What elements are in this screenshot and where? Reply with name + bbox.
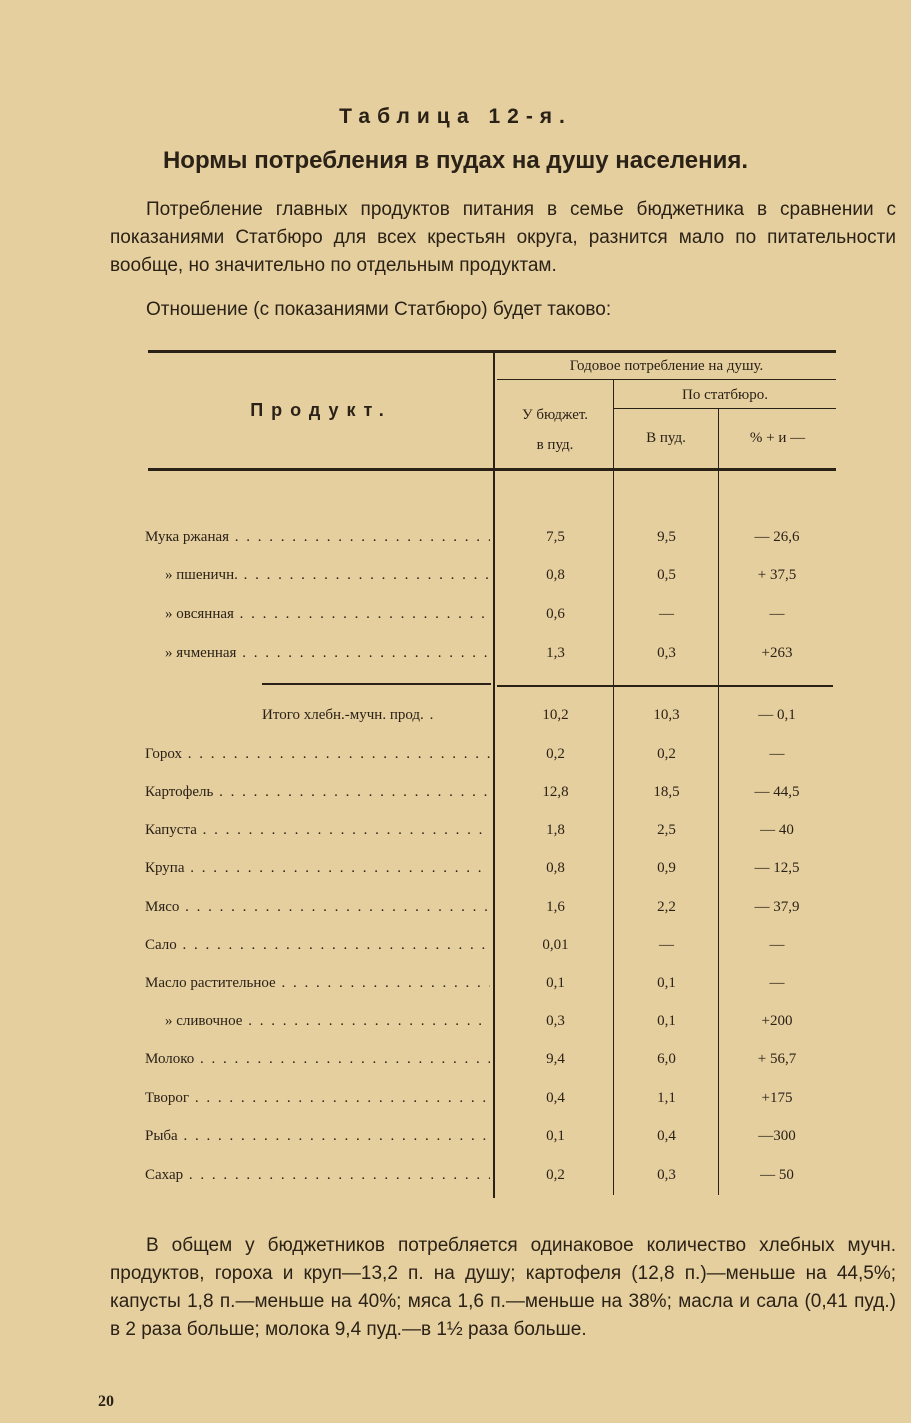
row-product: » овсянная . . . bbox=[165, 606, 490, 623]
budget-header-line-2: в пуд. bbox=[536, 437, 574, 453]
row-product: Горох . . . bbox=[145, 746, 490, 763]
table-number: Таблица 12-я. bbox=[339, 105, 572, 128]
row-statburo-value: 0,9 bbox=[657, 860, 676, 876]
row-budget-value: 0,8 bbox=[546, 860, 565, 876]
table-row bbox=[0, 529, 911, 553]
row-percent-value: — 0,1 bbox=[758, 707, 796, 723]
row-budget-value: 1,6 bbox=[546, 899, 565, 915]
budget-header-line-1: У бюджет. bbox=[521, 407, 589, 423]
row-budget-value: 0,1 bbox=[546, 1128, 565, 1144]
statburo-pud-header: В пуд. bbox=[646, 430, 686, 446]
row-percent-value: — 40 bbox=[760, 822, 794, 838]
table-row bbox=[0, 1167, 911, 1191]
row-product: Капуста . . . bbox=[145, 822, 490, 839]
row-budget-value: 0,6 bbox=[546, 606, 565, 622]
row-percent-value: — bbox=[769, 746, 785, 762]
table-row bbox=[0, 1090, 911, 1114]
row-budget-value: 0,2 bbox=[546, 1167, 565, 1183]
subtotal-rule-right bbox=[497, 685, 833, 687]
row-statburo-value: 9,5 bbox=[657, 529, 676, 545]
row-budget-value: 0,8 bbox=[546, 567, 565, 583]
row-percent-value: — 12,5 bbox=[754, 860, 800, 876]
row-budget-value: 12,8 bbox=[542, 784, 569, 800]
row-budget-value: 0,4 bbox=[546, 1090, 565, 1106]
statburo-header: По статбюро. bbox=[682, 387, 768, 403]
row-percent-value: — 44,5 bbox=[754, 784, 800, 800]
row-budget-value: 0,1 bbox=[546, 975, 565, 991]
row-budget-value: 1,3 bbox=[546, 645, 565, 661]
row-statburo-value: 6,0 bbox=[657, 1051, 676, 1067]
row-percent-value: +175 bbox=[761, 1090, 793, 1106]
row-product: Мясо . . . bbox=[145, 899, 490, 916]
row-product: Творог . . . bbox=[145, 1090, 490, 1107]
table-row bbox=[0, 707, 911, 731]
row-statburo-value: 2,2 bbox=[657, 899, 676, 915]
subtotal-rule-left bbox=[262, 683, 491, 685]
row-percent-value: +263 bbox=[761, 645, 793, 661]
row-percent-value: — 26,6 bbox=[754, 529, 800, 545]
row-budget-value: 0,01 bbox=[542, 937, 569, 953]
table-row bbox=[0, 567, 911, 591]
row-percent-value: — 50 bbox=[760, 1167, 794, 1183]
row-budget-value: 10,2 bbox=[542, 707, 569, 723]
row-statburo-value: 2,5 bbox=[657, 822, 676, 838]
row-statburo-value: 0,1 bbox=[657, 975, 676, 991]
row-product: Итого хлебн.-мучн. прод. . bbox=[262, 707, 490, 724]
row-statburo-value: 1,1 bbox=[657, 1090, 676, 1106]
table-row bbox=[0, 1051, 911, 1075]
header-bottom-rule bbox=[148, 468, 836, 471]
row-percent-value: — bbox=[769, 937, 785, 953]
row-product: Картофель . . . bbox=[145, 784, 490, 801]
product-column-header: Продукт. bbox=[250, 400, 392, 420]
budget-column-header bbox=[497, 400, 613, 460]
annual-consumption-header: Годовое потребление на душу. bbox=[569, 358, 764, 374]
row-statburo-value: 0,1 bbox=[657, 1013, 676, 1029]
table-row bbox=[0, 1128, 911, 1152]
row-budget-value: 1,8 bbox=[546, 822, 565, 838]
table-row bbox=[0, 645, 911, 669]
row-statburo-value: 10,3 bbox=[653, 707, 680, 723]
row-statburo-value: 0,5 bbox=[657, 567, 676, 583]
header-rule-2 bbox=[614, 408, 836, 409]
row-product: Крупа . . . bbox=[145, 860, 490, 877]
row-percent-value: + 37,5 bbox=[757, 567, 797, 583]
row-product: Масло растительное . . . bbox=[145, 975, 490, 992]
row-product: » пшеничн. . . . bbox=[165, 567, 490, 584]
table-row bbox=[0, 975, 911, 999]
row-percent-value: + 56,7 bbox=[757, 1051, 797, 1067]
row-product: Сало . . . bbox=[145, 937, 490, 954]
table-row bbox=[0, 746, 911, 770]
row-budget-value: 7,5 bbox=[546, 529, 565, 545]
row-percent-value: —300 bbox=[758, 1128, 796, 1144]
table-row bbox=[0, 822, 911, 846]
table-row bbox=[0, 860, 911, 884]
row-budget-value: 9,4 bbox=[546, 1051, 565, 1067]
row-product: Рыба . . . bbox=[145, 1128, 490, 1145]
row-product: Мука ржаная . . . bbox=[145, 529, 490, 546]
table-row bbox=[0, 899, 911, 923]
table-row bbox=[0, 784, 911, 808]
row-percent-value: +200 bbox=[761, 1013, 793, 1029]
page-number: 20 bbox=[98, 1393, 114, 1410]
percent-change-header: % + и — bbox=[749, 430, 806, 446]
row-product: » сливочное . . . bbox=[165, 1013, 490, 1030]
summary-paragraph: В общем у бюджетников потребляется одинаковое количество хлебных мучн. продуктов, гороха и круп—13,2 п. на душу; картофеля (12,8 п.)—меньше на 44,5%; капусты 1,8 п.—меньше на 40%; мяса 1,6 п.—меньше на 38%; масла и сала (0,41 пуд.) в 2 раза больше; молока 9,4 пуд.—в 1½ раза больше. bbox=[110, 1235, 896, 1340]
row-product: Молоко . . . bbox=[145, 1051, 490, 1068]
row-statburo-value: 0,2 bbox=[657, 746, 676, 762]
row-statburo-value: 0,3 bbox=[657, 645, 676, 661]
table-row bbox=[0, 1013, 911, 1037]
row-statburo-value: — bbox=[659, 606, 674, 622]
row-budget-value: 0,2 bbox=[546, 746, 565, 762]
header-rule-1 bbox=[497, 379, 836, 380]
row-percent-value: — bbox=[769, 606, 785, 622]
row-percent-value: — bbox=[769, 975, 785, 991]
row-statburo-value: — bbox=[659, 937, 674, 953]
row-statburo-value: 18,5 bbox=[653, 784, 680, 800]
relation-paragraph: Отношение (с показаниями Статбюро) будет таково: bbox=[146, 299, 612, 320]
row-product: Сахар . . . bbox=[145, 1167, 490, 1184]
table-top-rule bbox=[148, 350, 836, 353]
table-row bbox=[0, 606, 911, 630]
row-statburo-value: 0,3 bbox=[657, 1167, 676, 1183]
intro-paragraph: Потребление главных продуктов питания в семье бюджетника в сравнении с показаниями Статбюро для всех крестьян округа, разнится мало по питательности вообще, но значительно по отдельным продуктам. bbox=[110, 199, 896, 276]
row-percent-value: — 37,9 bbox=[754, 899, 800, 915]
row-statburo-value: 0,4 bbox=[657, 1128, 676, 1144]
row-product: » ячменная . . . bbox=[165, 645, 490, 662]
row-budget-value: 0,3 bbox=[546, 1013, 565, 1029]
table-title: Нормы потребления в пудах на душу населения. bbox=[162, 147, 749, 174]
table-row bbox=[0, 937, 911, 961]
